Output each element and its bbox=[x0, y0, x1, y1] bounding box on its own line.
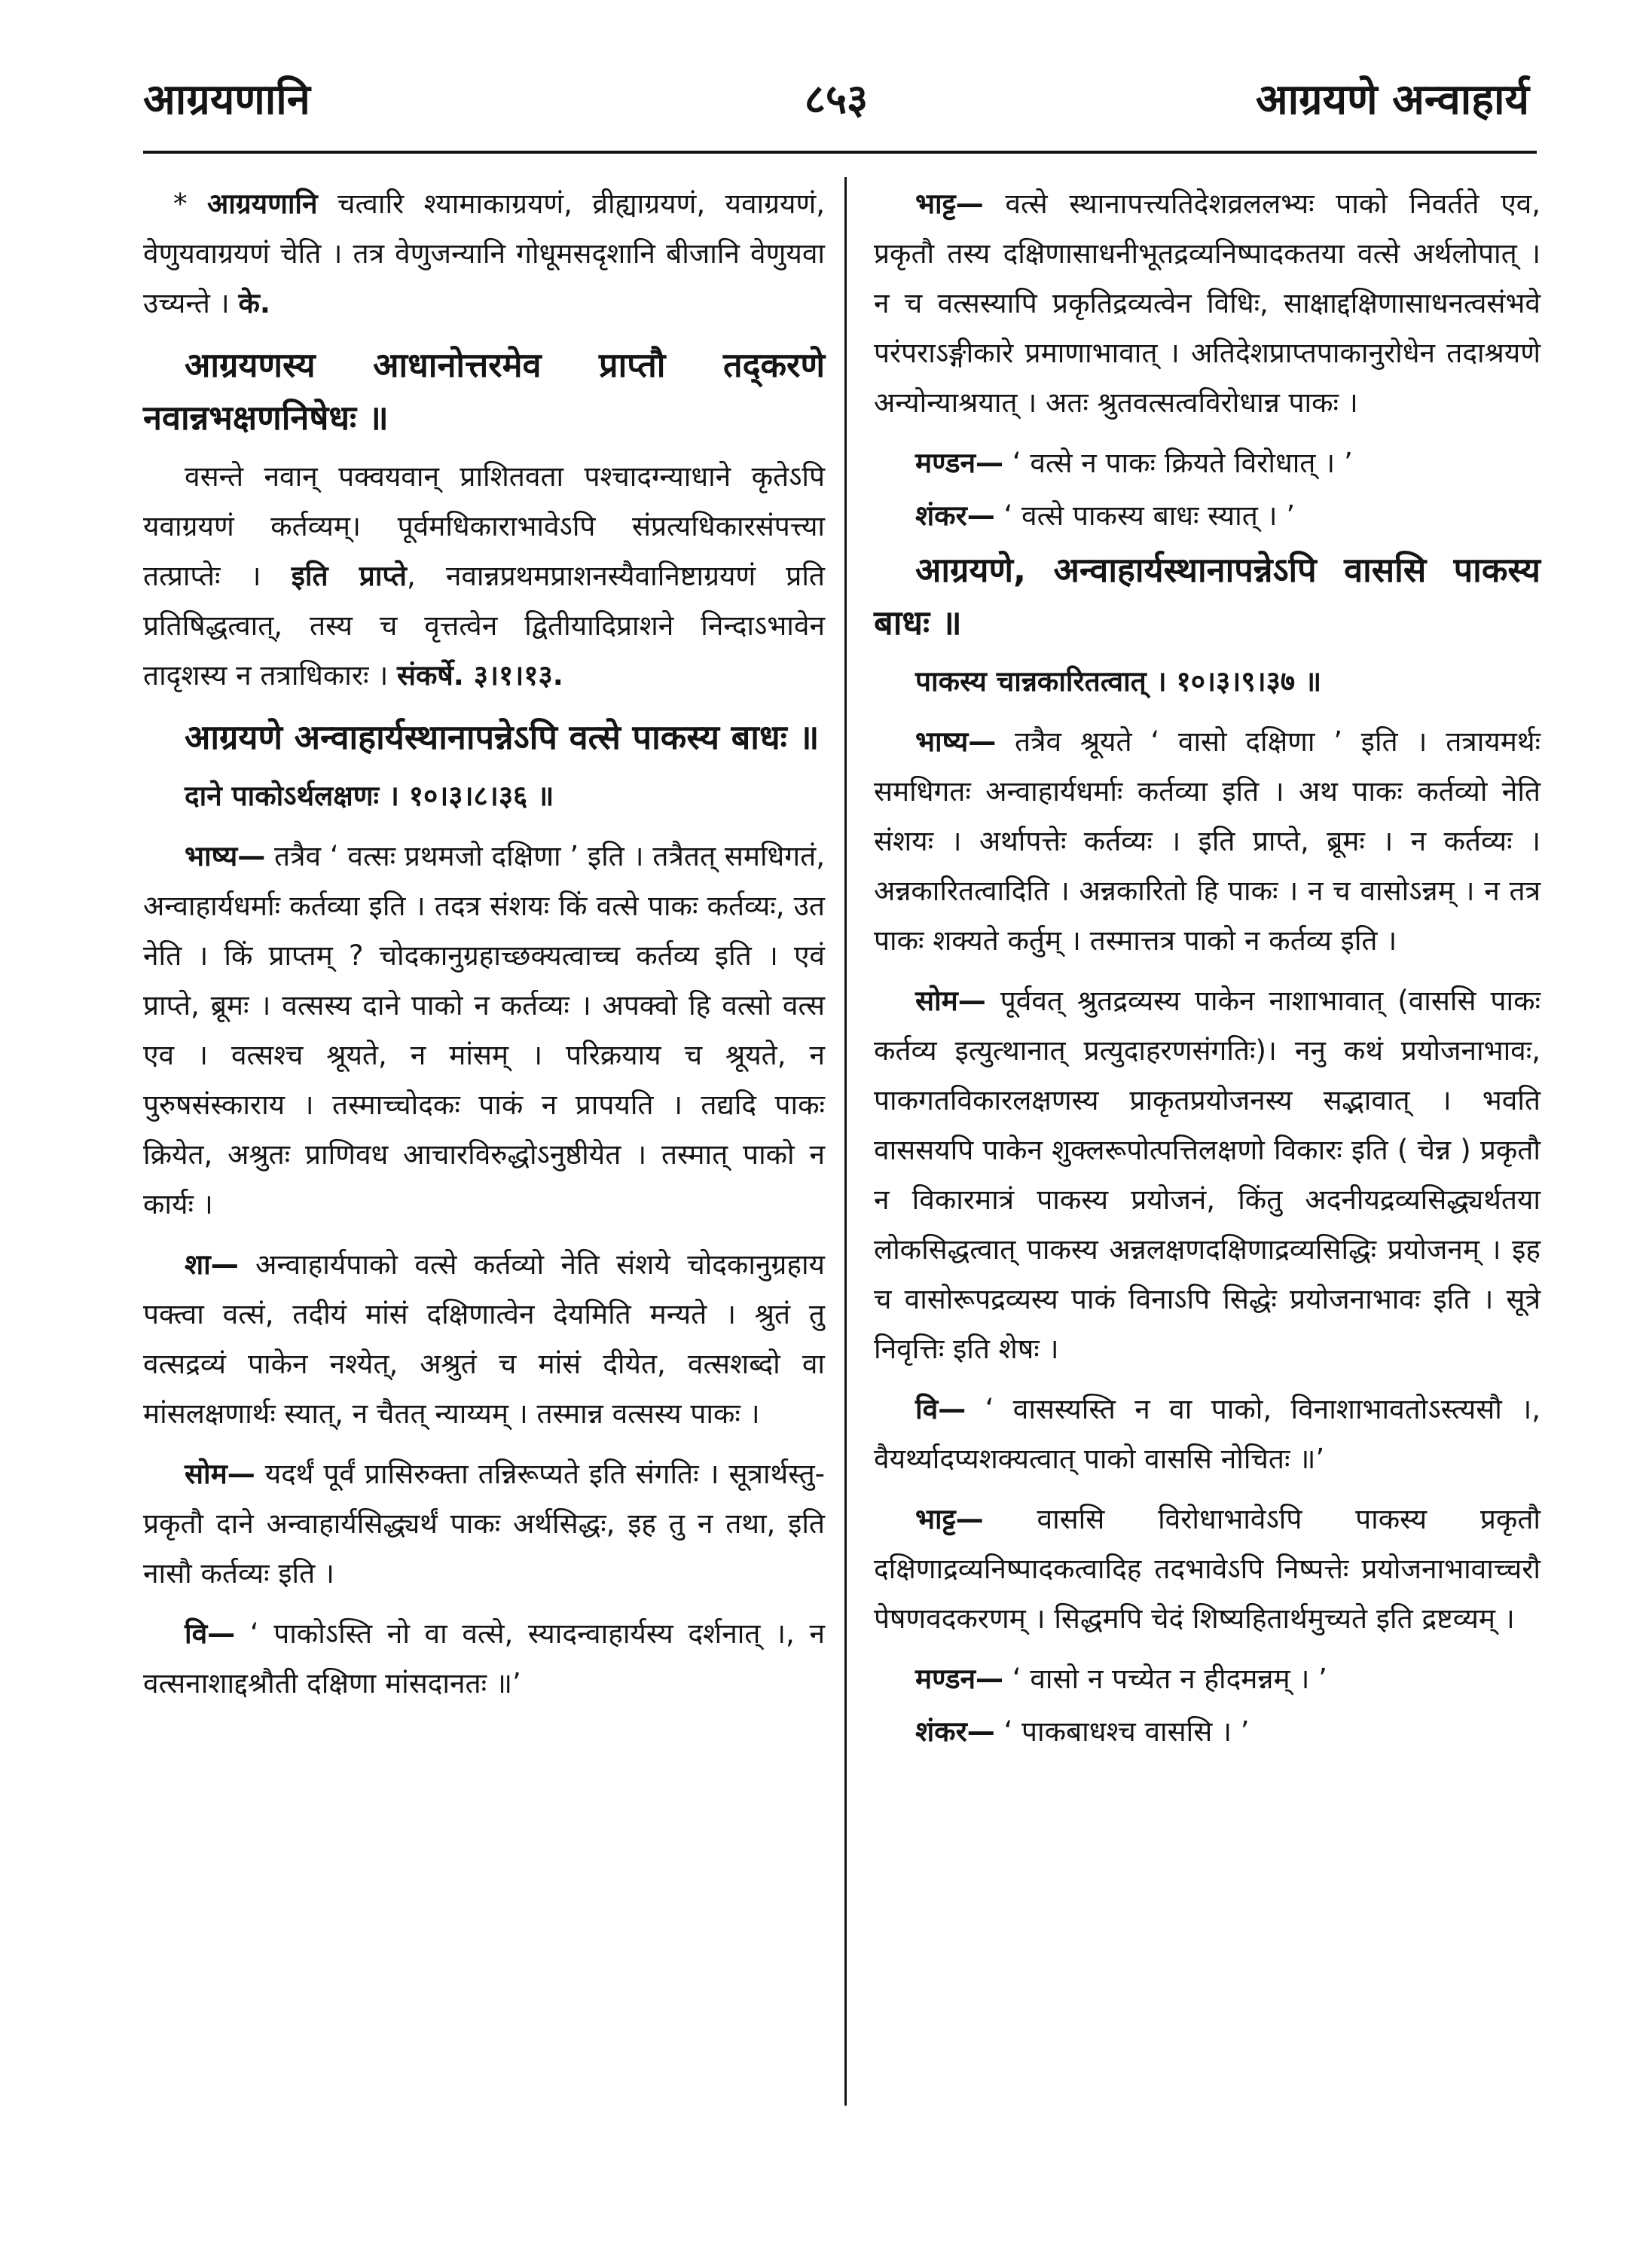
shankara-verse-2 bbox=[874, 1707, 1541, 1757]
vi-paragraph bbox=[143, 1609, 825, 1709]
paragraph-1-reference: संकर्षे. ३।१।१३. bbox=[396, 659, 563, 692]
mandana-text-1: ‘ वत्से न पाकः क्रियते विरोधात् । ’ bbox=[1012, 447, 1353, 479]
header-right-title: आग्रयणे अन्वाहार्य bbox=[1255, 75, 1529, 124]
mandana-verse-2 bbox=[874, 1654, 1541, 1704]
bhatta-label-2: भाट्ट— bbox=[915, 1503, 984, 1535]
mandana-label-1: मण्डन— bbox=[915, 447, 1004, 479]
section-heading-1: आग्रयणस्य आधानोत्तरमेव प्राप्तौ तद्करणे नवान्नभक्षणनिषेधः ॥ bbox=[143, 345, 825, 438]
vi-paragraph-2 bbox=[874, 1385, 1541, 1484]
right-column bbox=[874, 179, 1541, 1760]
column-divider bbox=[844, 177, 847, 2106]
bhashya-text-2: तत्रैव श्रूयते ‘ वासो दक्षिणा ’ इति । तत्रायमर्थः समधिगतः अन्वाहार्यधर्माः कर्तव्या इति । अथ पाकः कर्तव्यो नेति संशयः । अर्थापत्तेः कर्तव्यः । इति प्राप्ते, ब्रूमः । न कर्तव्यः । अन्नकारितत्वादिति । अन्नकारितो हि पाकः । न च वासोऽन्नम् । न तत्र पाकः शक्यते कर्तुम् । तस्मात्तत्र पाको न कर्तव्य इति । bbox=[874, 725, 1541, 957]
soma-label: सोम— bbox=[185, 1458, 255, 1490]
bhashya-paragraph bbox=[143, 832, 825, 1229]
mandana-label-2: मण्डन— bbox=[915, 1663, 1004, 1695]
mandana-verse-1 bbox=[874, 438, 1541, 488]
shankara-verse-1 bbox=[874, 491, 1541, 541]
footnote bbox=[143, 179, 825, 328]
shankara-text-2: ‘ पाकबाधश्च वाससि । ’ bbox=[1003, 1715, 1250, 1748]
vi-label-2: वि— bbox=[915, 1393, 966, 1425]
vi-text: ‘ पाकोऽस्ति नो वा वत्से, स्यादन्वाहार्यस्य दर्शनात् ।, न वत्सनाशाद्दश्रौती दक्षिणा मांसदानतः ॥’ bbox=[143, 1617, 825, 1700]
bhatta-text-1: वत्से स्थानापत्त्यतिदेशव्रललभ्यः पाको निवर्तते एव, प्रकृतौ तस्य दक्षिणासाधनीभूतद्रव्यनिष्पादकतया वत्से अर्थलोपात् । न च वत्सस्यापि प्रकृतिद्रव्यत्वेन विधिः, साक्षाद्दक्षिणासाधनत्वसंभवे परंपराऽङ्गीकारे प्रमाणाभावात् । अतिदेशप्राप्तपाकानुरोधेन तदाश्रयणे अन्योन्याश्रयात् । अतः श्रुतवत्सत्वविरोधान्न पाकः । bbox=[874, 188, 1541, 419]
sha-paragraph bbox=[143, 1240, 825, 1439]
sutra-1: दाने पाकोऽर्थलक्षणः । १०।३।८।३६ ॥ bbox=[185, 780, 554, 812]
bhashya-label: भाष्य— bbox=[185, 840, 266, 872]
header-left-title: आग्रयणानि bbox=[143, 75, 310, 124]
left-column bbox=[143, 179, 825, 1719]
bhatta-text-2: वाससि विरोधाभावेऽपि पाकस्य प्रकृतौ दक्षिणाद्रव्यनिष्पादकत्वादिह तदभावेऽपि निष्पत्तेः प्रयोजनाभावाच्चरौ पेषणवदकरणम् । सिद्धमपि चेदं शिष्यहितार्थमुच्यते इति द्रष्टव्यम् । bbox=[874, 1503, 1541, 1635]
section-heading-2: आग्रयणे अन्वाहार्यस्थानापन्नेऽपि वत्से पाकस्य बाधः ॥ bbox=[185, 717, 820, 757]
footnote-source: के. bbox=[238, 287, 270, 319]
soma-paragraph-2 bbox=[874, 976, 1541, 1374]
shankara-text-1: ‘ वत्से पाकस्य बाधः स्यात् । ’ bbox=[1003, 499, 1296, 532]
sha-text: अन्वाहार्यपाको वत्से कर्तव्यो नेति संशये चोदकानुग्रहाय पक्त्वा वत्सं, तदीयं मांसं दक्षिणात्वेन देयमिति मन्यते । श्रुतं तु वत्सद्रव्यं पाकेन नश्येत्, अश्रुतं च मांसं दीयेत, वत्सशब्दो वा मांसलक्षणार्थः स्यात्, न चैतत् न्याय्यम् । तस्मान्न वत्सस्य पाकः । bbox=[143, 1248, 826, 1430]
page-number: ८५३ bbox=[804, 75, 869, 123]
bhashya-label-2: भाष्य— bbox=[915, 725, 997, 758]
footnote-term: आग्रयणानि bbox=[206, 188, 318, 220]
paragraph-1-text: वसन्ते नवान् पक्वयवान् प्राशितवता पश्चादग्न्याधाने कृतेऽपि यवाग्रयणं कर्तव्यम्। पूर्वमधिकाराभावेऽपि संप्रत्यधिकारसंपत्त्या तत्प्राप्तेः । bbox=[143, 460, 825, 592]
bhatta-label-1: भाट्ट— bbox=[915, 188, 984, 220]
soma-label-2: सोम— bbox=[915, 985, 986, 1017]
soma-text: यदर्थं पूर्वं प्रासिरुक्ता तन्निरूप्यते इति संगतिः । सूत्रार्थस्तु- प्रकृतौ दाने अन्वाहार्यसिद्ध्यर्थं पाकः अर्थसिद्धः, इह तु न तथा, इति नासौ कर्तव्यः इति । bbox=[143, 1458, 826, 1590]
soma-paragraph bbox=[143, 1449, 825, 1599]
sha-label: शा— bbox=[185, 1248, 239, 1281]
shankara-label-1: शंकर— bbox=[915, 499, 995, 532]
bhashya-paragraph-2 bbox=[874, 717, 1541, 966]
shankara-label-2: शंकर— bbox=[915, 1715, 995, 1748]
bhatta-paragraph-2 bbox=[874, 1495, 1541, 1644]
footnote-text: चत्वारि श्यामाकाग्रयणं, व्रीह्याग्रयणं, यवाग्रयणं, वेणुयवाग्रयणं चेति । तत्र वेणुजन्यानि गोधूमसदृशानि बीजानि वेणुयवा उच्यन्ते । bbox=[143, 188, 825, 319]
bhatta-paragraph-1 bbox=[874, 179, 1541, 428]
section-heading-3: आग्रयणे, अन्वाहार्यस्थानापन्नेऽपि वाससि पाकस्य बाधः ॥ bbox=[874, 550, 1541, 643]
paragraph-1-iti: इति प्राप्ते bbox=[291, 560, 407, 592]
soma-text-2: पूर्ववत् श्रुतद्रव्यस्य पाकेन नाशाभावात् (वाससि पाकः कर्तव्य इत्युत्थानात् प्रत्युदाहरणसंगतिः)। ननु कथं प्रयोजनाभावः, पाकगतविकारलक्षणस्य प्राकृतप्रयोजनस्य सद्भावात् । भवति वाससयपि पाकेन शुक्लरूपोत्पत्तिलक्षणो विकारः इति ( चेन्न ) प्रकृतौ न विकारमात्रं पाकस्य प्रयोजनं, किंतु अदनीयद्रव्यसिद्ध्यर्थतया लोकसिद्धत्वात् पाकस्य अन्नलक्षणदक्षिणाद्रव्यसिद्धिः प्रयोजनम् । इह च वासोरूपद्रव्यस्य पाकं विनाऽपि सिद्धेः प्रयोजनाभावः इति । सूत्रे निवृत्तिः इति शेषः । bbox=[874, 985, 1541, 1365]
paragraph-1-rest: , नवान्नप्रथमप्राशनस्यैवानिष्टाग्रयणं प्रति प्रतिषिद्धत्वात्, तस्य च वृत्तत्वेन द्वितीयादिप्राशने निन्दाऽभावेन तादृशस्य न तत्राधिकारः । bbox=[143, 560, 826, 692]
bhashya-text: तत्रैव ‘ वत्सः प्रथमजो दक्षिणा ’ इति । तत्रैतत् समधिगतं, अन्वाहार्यधर्माः कर्तव्या इति । तदत्र संशयः किं वत्से पाकः कर्तव्यः, उत नेति । किं प्राप्तम् ? चोदकानुग्रहाच्छक्यत्वाच्च कर्तव्य इति । एवं प्राप्ते, ब्रूमः । वत्सस्य दाने पाको न कर्तव्यः । अपक्वो हि वत्सो वत्स एव । वत्सश्च श्रूयते, न मांसम् । परिक्रयाय च श्रूयते, न पुरुषसंस्काराय । तस्माच्चोदकः पाकं न प्रापयति । तद्यदि पाकः क्रियेत, अश्रुतः प्राणिवध आचारविरुद्धोऽनुष्ठीयेत । तस्मात् पाको न कार्यः । bbox=[143, 840, 825, 1220]
mandana-text-2: ‘ वासो न पच्येत न हीदमन्नम् । ’ bbox=[1012, 1663, 1327, 1695]
vi-label: वि— bbox=[185, 1617, 236, 1650]
vi-text-2: ‘ वासस्यस्ति न वा पाको, विनाशाभावतोऽस्त्यसौ ।, वैयर्थ्यादप्यशक्यत्वात् पाको वाससि नोचितः ॥’ bbox=[874, 1393, 1541, 1475]
sutra-2: पाकस्य चान्नकारितत्वात् । १०।३।९।३७ ॥ bbox=[915, 665, 1322, 698]
footnote-mark: * bbox=[173, 188, 188, 220]
paragraph-1 bbox=[143, 452, 825, 701]
running-head bbox=[143, 69, 1529, 145]
header-rule bbox=[143, 151, 1537, 154]
